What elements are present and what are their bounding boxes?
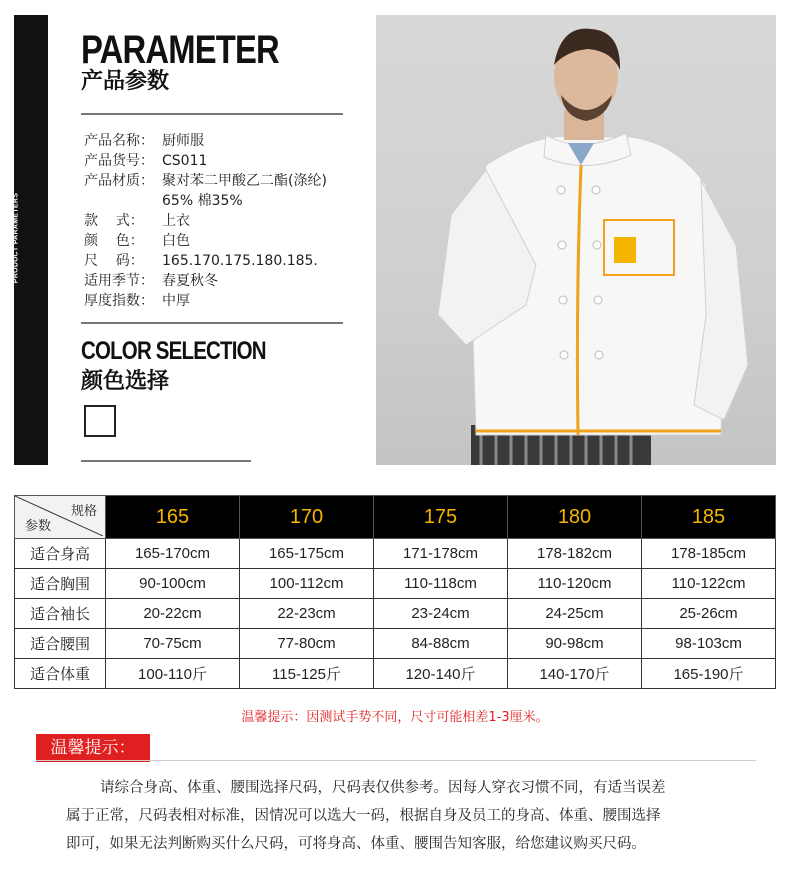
param-row <box>84 211 327 231</box>
param-row <box>84 171 327 191</box>
table-cell: 110-122cm <box>642 569 776 599</box>
row-header: 适合胸围 <box>15 569 106 599</box>
table-cell: 100-110斤 <box>106 659 240 689</box>
param-row <box>84 271 327 291</box>
param-label: 厚度指数： <box>84 293 154 309</box>
table-cell: 23-24cm <box>374 599 508 629</box>
param-value: 中厚 <box>162 293 190 309</box>
size-note: 温馨提示：因测试手势不同，尺寸可能相差1-3厘米。 <box>241 710 549 725</box>
param-label: 产品货号： <box>84 153 154 169</box>
table-cell: 110-120cm <box>508 569 642 599</box>
table-cell: 90-98cm <box>508 629 642 659</box>
table-cell: 22-23cm <box>240 599 374 629</box>
corner-label-size: 规格 <box>70 503 97 518</box>
table-cell: 165-190斤 <box>642 659 776 689</box>
divider-bottom <box>81 460 251 462</box>
table-cell: 100-112cm <box>240 569 374 599</box>
tip-line: 即可，如果无法判断购买什么尺码，可将身高、体重、腰围告知客服，给您建议购买尺码。 <box>66 836 646 852</box>
divider-middle <box>81 322 343 324</box>
table-row <box>15 569 776 599</box>
table-row <box>15 659 776 689</box>
tip-body <box>66 774 756 858</box>
table-cell: 165-170cm <box>106 539 240 569</box>
table-cell: 178-182cm <box>508 539 642 569</box>
param-label: 产品名称： <box>84 133 154 149</box>
product-photo <box>376 15 776 465</box>
param-label: 适用季节： <box>84 273 154 289</box>
parameter-title-zh: 产品参数 <box>81 69 170 94</box>
size-header: 175 <box>374 496 508 539</box>
tip-title-badge: 温馨提示： <box>36 734 150 762</box>
param-row <box>84 131 327 151</box>
param-row <box>84 231 327 251</box>
row-header: 适合腰围 <box>15 629 106 659</box>
divider-top <box>81 113 343 115</box>
table-header-row <box>15 496 776 539</box>
chef-jacket-illustration <box>376 15 776 465</box>
table-cell: 165-175cm <box>240 539 374 569</box>
table-corner-cell <box>15 496 106 539</box>
param-value: 165.170.175.180.185. <box>162 253 318 269</box>
corner-label-param: 参数 <box>25 518 52 533</box>
param-value: 春夏秋冬 <box>162 273 218 289</box>
table-cell: 84-88cm <box>374 629 508 659</box>
color-selection-title-zh: 颜色选择 <box>81 369 170 394</box>
table-cell: 171-178cm <box>374 539 508 569</box>
size-header: 180 <box>508 496 642 539</box>
tip-line: 请综合身高、体重、腰围选择尺码，尺码表仅供参考。因每人穿衣习惯不同，有适当误差 <box>100 780 666 796</box>
side-label: PRODUCT PARAMETERS <box>12 192 20 284</box>
color-swatch-white[interactable] <box>84 405 116 437</box>
table-cell: 98-103cm <box>642 629 776 659</box>
table-cell: 90-100cm <box>106 569 240 599</box>
param-row <box>84 191 327 211</box>
size-header: 165 <box>106 496 240 539</box>
param-label: 款 式： <box>84 213 144 229</box>
row-header: 适合体重 <box>15 659 106 689</box>
table-cell: 120-140斤 <box>374 659 508 689</box>
table-cell: 140-170斤 <box>508 659 642 689</box>
table-row <box>15 539 776 569</box>
size-header: 170 <box>240 496 374 539</box>
param-value: 聚对苯二甲酸乙二酯(涤纶) <box>162 173 327 189</box>
param-value: 上衣 <box>162 213 190 229</box>
parameter-title-en: PARAMETER <box>81 28 279 72</box>
table-cell: 110-118cm <box>374 569 508 599</box>
param-label: 产品材质： <box>84 173 154 189</box>
table-cell: 70-75cm <box>106 629 240 659</box>
param-row <box>84 291 327 311</box>
param-label: 颜 色： <box>84 233 144 249</box>
table-cell: 24-25cm <box>508 599 642 629</box>
row-header: 适合身高 <box>15 539 106 569</box>
param-value: 65% 棉35% <box>162 193 243 209</box>
param-label <box>84 191 162 211</box>
color-selection-title-en: COLOR SELECTION <box>81 337 266 365</box>
param-value: 厨师服 <box>162 133 204 149</box>
param-label: 尺 码： <box>84 253 144 269</box>
table-row <box>15 599 776 629</box>
size-header: 185 <box>642 496 776 539</box>
row-header: 适合袖长 <box>15 599 106 629</box>
table-row <box>15 629 776 659</box>
table-cell: 20-22cm <box>106 599 240 629</box>
param-value: 白色 <box>162 233 190 249</box>
table-cell: 77-80cm <box>240 629 374 659</box>
table-cell: 178-185cm <box>642 539 776 569</box>
tip-line: 属于正常，尺码表相对标准，因情况可以选大一码，根据自身及员工的身高、体重、腰围选择 <box>66 808 661 824</box>
param-row <box>84 151 327 171</box>
table-cell: 115-125斤 <box>240 659 374 689</box>
table-cell: 25-26cm <box>642 599 776 629</box>
param-row <box>84 251 327 271</box>
size-table <box>14 495 776 689</box>
param-value: CS011 <box>162 153 208 169</box>
parameter-list <box>84 131 327 311</box>
tip-divider <box>36 760 756 761</box>
